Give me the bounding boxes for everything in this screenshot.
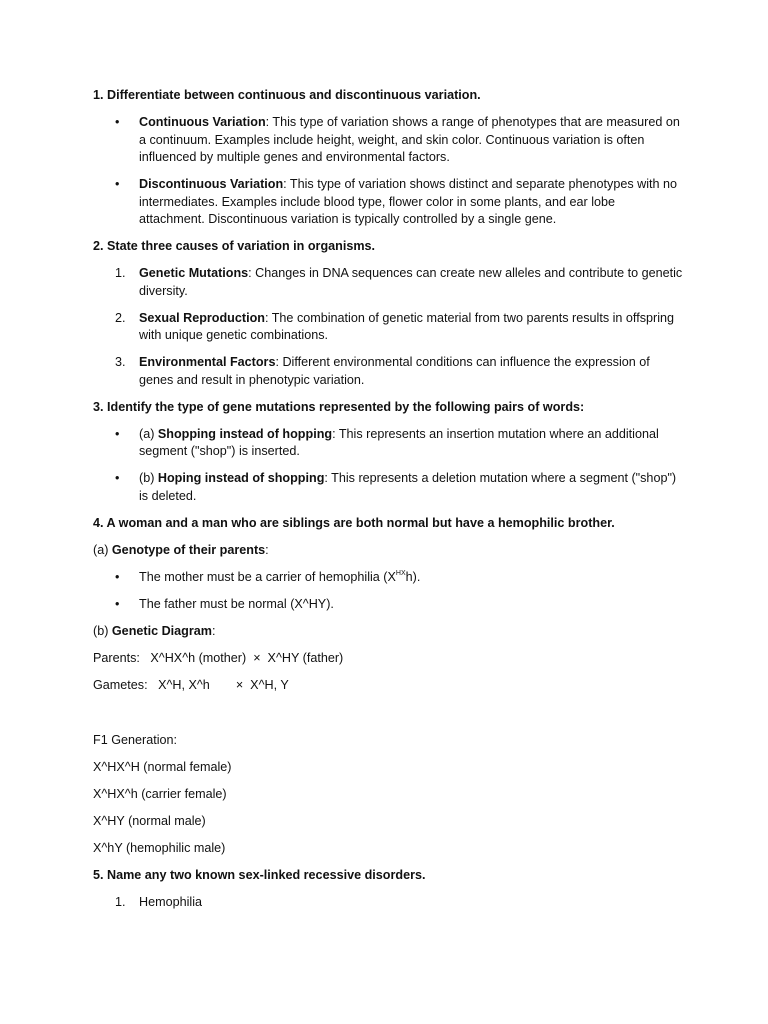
bullet-item	[93, 426, 683, 461]
term: Discontinuous Variation	[139, 177, 284, 191]
part-a-label: (a) Genotype of their parents:	[93, 542, 269, 557]
item-number: 1.	[115, 266, 126, 280]
bullet-item: • The mother must be a carrier of hemophilia $(X^{HX}h)$.	[93, 569, 683, 587]
bullet-icon: •	[115, 426, 120, 441]
superscript: HX	[395, 569, 406, 577]
f1-genotype: X^HX^H (normal female)	[93, 759, 232, 774]
part-b-label: (b) Genetic Diagram:	[93, 623, 216, 638]
gametes-line: Gametes: X^H, X^h × X^H, Y	[93, 677, 289, 692]
question-3-heading: 3. Identify the type of gene mutations represented by the following pairs of words:	[93, 399, 585, 414]
f1-label: F1 Generation:	[93, 732, 178, 747]
definition: : Changes in DNA sequences can create new alleles and contribute to genetic diversity.	[139, 266, 683, 298]
definition: : This represents an insertion mutation where an additional segment ("shop") is inserted.	[139, 426, 659, 458]
parents-line: Parents: X^HX^h (mother) × X^HY (father)	[93, 650, 344, 665]
bullet-icon: •	[115, 596, 120, 611]
item-prefix: (a)	[139, 426, 158, 441]
definition: : This type of variation shows a range of phenotypes that are measured on a continuum. Examples include height, weight, and skin color. Continuous variation is often influenced by multiple genes and environmental factors.	[139, 115, 680, 164]
definition: : The combination of genetic material from two parents results in offspring with unique genetic combinations.	[139, 310, 675, 342]
bullet-item	[93, 114, 683, 167]
document-body	[93, 87, 683, 921]
bullet-icon: •	[115, 471, 120, 485]
numbered-item	[93, 354, 683, 389]
term: Sexual Reproduction	[139, 310, 265, 325]
bullet-item	[93, 470, 683, 505]
numbered-item: 1. Hemophilia	[93, 894, 683, 912]
f1-genotype: X^HY (normal male)	[93, 813, 206, 828]
numbered-item	[93, 265, 683, 300]
definition: : This type of variation shows distinct and separate phenotypes with no intermediates. Examples include blood type, flower color in some plants, and ear lobe attachment. Discontinuous variation is typically controlled by a single gene.	[139, 177, 678, 226]
f1-genotype: X^HX^h (carrier female)	[93, 786, 227, 801]
bullet-item	[93, 176, 683, 229]
f1-genotype: X^hY (hemophilic male)	[93, 840, 226, 855]
definition: : This represents a deletion mutation where a segment ("shop") is deleted.	[139, 471, 677, 503]
item-prefix: (b)	[139, 471, 158, 485]
bullet-icon: •	[115, 115, 120, 129]
bullet-icon: •	[115, 569, 120, 584]
term: Hoping instead of shopping	[157, 471, 325, 485]
term: Genetic Mutations	[139, 266, 249, 280]
definition: : Different environmental conditions can influence the expression of genes and result in phenotypic variation.	[139, 355, 650, 387]
bullet-item: • The father must be normal (X^HY).	[93, 596, 683, 614]
item-number: 3.	[115, 355, 126, 369]
item-number: 2.	[115, 310, 126, 325]
term: Continuous Variation	[139, 115, 266, 129]
term: Environmental Factors	[139, 355, 276, 369]
bullet-icon: •	[115, 177, 120, 191]
numbered-item	[93, 310, 683, 345]
question-4-heading: 4. A woman and a man who are siblings are both normal but have a hemophilic brother.	[93, 515, 615, 530]
item-number: 1.	[115, 894, 126, 909]
question-2-heading: 2. State three causes of variation in organisms.	[93, 239, 376, 253]
question-1-heading: 1. Differentiate between continuous and discontinuous variation.	[93, 88, 481, 102]
question-5-heading: 5. Name any two known sex-linked recessive disorders.	[93, 867, 426, 882]
term: Shopping instead of hopping	[157, 426, 333, 441]
